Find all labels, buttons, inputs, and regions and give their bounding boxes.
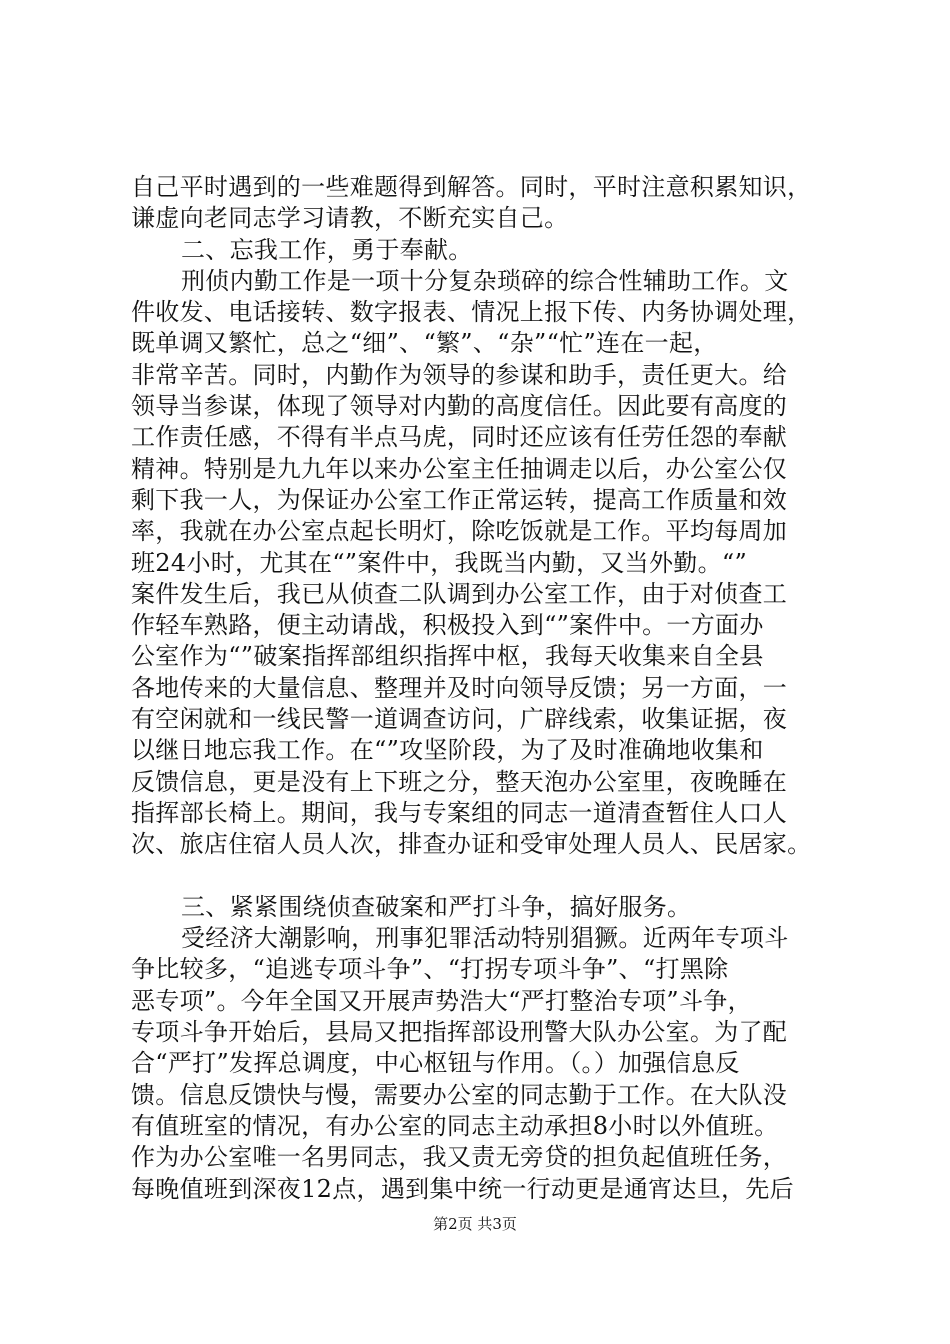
paragraph-line: 剩下我一人，为保证办公室工作正常运转，提高工作质量和效 <box>131 485 788 514</box>
paragraph-line: 领导当参谋，体现了领导对内勤的高度信任。因此要有高度的 <box>131 392 788 421</box>
paragraph-line: 作轻车熟路，便主动请战，积极投入到“”案件中。一方面办 <box>131 611 764 640</box>
paragraph-line: 指挥部长椅上。期间，我与专案组的同志一道清查暂住人口人 <box>131 798 788 827</box>
paragraph-line: 有值班室的情况，有办公室的同志主动承担8小时以外值班。 <box>131 1111 779 1140</box>
paragraph-line: 自己平时遇到的一些难题得到解答。同时，平时注意积累知识， <box>131 173 812 201</box>
paragraph-line: 受经济大潮影响，刑事犯罪活动特别猖獗。近两年专项斗 <box>181 924 789 953</box>
document-body <box>131 172 831 1205</box>
paragraph-line: 刑侦内勤工作是一项十分复杂琐碎的综合性辅助工作。文 <box>181 266 789 295</box>
paragraph-line: 案件发生后，我已从侦查二队调到办公室工作，由于对侦查工 <box>131 579 788 608</box>
paragraph-line: 反馈信息，更是没有上下班之分，整天泡办公室里，夜晚睡在 <box>131 767 788 796</box>
page-number-footer: 第2页 共3页 <box>433 1215 517 1233</box>
paragraph-line: 每晚值班到深夜12点，遇到集中统一行动更是通宵达旦，先后 <box>131 1174 794 1203</box>
paragraph-line: 件收发、电话接转、数字报表、情况上报下传、内务协调处理， <box>131 298 812 327</box>
paragraph-line: 专项斗争开始后，县局又把指挥部设刑警大队办公室。为了配 <box>131 1018 788 1047</box>
paragraph-line: 恶专项”。今年全国又开展声势浩大“严打整治专项”斗争， <box>131 986 752 1015</box>
paragraph-line: 公室作为“”破案指挥部组织指挥中枢，我每天收集来自全县 <box>131 642 764 671</box>
blank-line <box>131 861 831 892</box>
paragraph-line: 合“严打”发挥总调度，中心枢钮与作用。（。）加强信息反 <box>131 1049 740 1078</box>
paragraph-line: 精神。特别是九九年以来办公室主任抽调走以后，办公室公仅 <box>131 454 788 483</box>
paragraph-line: 次、旅店住宿人员人次，排查办证和受审处理人员人、民居家。 <box>131 830 812 859</box>
paragraph-line: 率，我就在办公室点起长明灯，除吃饭就是工作。平均每周加 <box>131 517 788 546</box>
paragraph-line: 有空闲就和一线民警一道调查访问，广辟线索，收集证据，夜 <box>131 705 788 734</box>
paragraph-line: 各地传来的大量信息、整理并及时向领导反馈；另一方面，一 <box>131 673 788 702</box>
paragraph-line: 工作责任感，不得有半点马虎，同时还应该有任劳任怨的奉献 <box>131 423 788 452</box>
section-heading-2: 二、忘我工作，勇于奉献。 <box>181 235 473 264</box>
paragraph-line: 非常辛苦。同时，内勤作为领导的参谋和助手，责任更大。给 <box>131 360 788 389</box>
section-heading-3: 三、紧紧围绕侦查破案和严打斗争，搞好服务。 <box>181 892 692 921</box>
paragraph-line: 既单调又繁忙，总之“细”、“繁”、“杂”“忙”连在一起， <box>131 329 718 358</box>
paragraph-line: 以继日地忘我工作。在“”攻坚阶段，为了及时准确地收集和 <box>131 736 764 765</box>
paragraph-line: 作为办公室唯一名男同志，我又责无旁贷的担负起值班任务， <box>131 1143 788 1172</box>
paragraph-line: 班24小时，尤其在“”案件中，我既当内勤，又当外勤。“” <box>131 548 748 577</box>
paragraph-line: 争比较多，“追逃专项斗争”、“打拐专项斗争”、“打黑除 <box>131 955 729 984</box>
paragraph-line: 谦虚向老同志学习请教，不断充实自己。 <box>131 204 569 233</box>
paragraph-line: 馈。信息反馈快与慢，需要办公室的同志勤于工作。在大队没 <box>131 1080 788 1109</box>
